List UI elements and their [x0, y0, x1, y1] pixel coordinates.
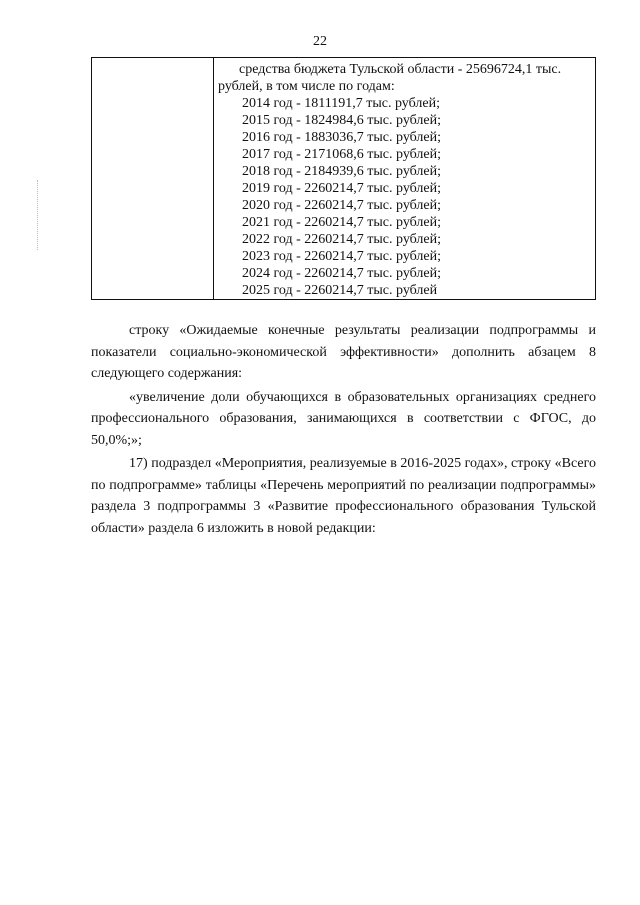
- budget-year-line: 2018 год - 2184939,6 тыс. рублей;: [242, 164, 442, 179]
- scan-margin-artifact: [37, 180, 39, 250]
- budget-year-line: 2021 год - 2260214,7 тыс. рублей;: [242, 215, 442, 230]
- budget-table-content-cell: [214, 58, 596, 300]
- page-number: 22: [313, 34, 327, 49]
- budget-year-line: 2022 год - 2260214,7 тыс. рублей;: [242, 232, 442, 247]
- document-body: [91, 320, 596, 539]
- budget-year-line: 2014 год - 1811191,7 тыс. рублей;: [242, 96, 440, 111]
- budget-year-line: 2019 год - 2260214,7 тыс. рублей;: [242, 181, 442, 196]
- budget-year-line: 2023 год - 2260214,7 тыс. рублей;: [242, 249, 442, 264]
- budget-year-line: 2020 год - 2260214,7 тыс. рублей;: [242, 198, 442, 213]
- budget-table: [91, 57, 596, 300]
- paragraph-item-17: 17) подраздел «Мероприятия, реализуемые в 2016-2025 годах», строку «Всего по подпрограмме» таблицы «Перечень мероприятий по реализации подпрограммы» раздела 3 подпрограммы 3 «Развитие профессионального образования Тульской области» раздела 6 изложить в новой редакции:: [91, 456, 596, 536]
- budget-year-line: 2015 год - 1824984,6 тыс. рублей;: [242, 113, 442, 128]
- budget-year-line: 2016 год - 1883036,7 тыс. рублей;: [242, 130, 442, 145]
- budget-year-line: 2024 год - 2260214,7 тыс. рублей;: [242, 266, 442, 281]
- paragraph-results-row: строку «Ожидаемые конечные результаты реализации подпрограммы и показатели социально-экономической эффективности» дополнить абзацем 8 следующего содержания:: [91, 323, 596, 381]
- budget-intro: средства бюджета Тульской области - 25696724,1 тыс. рублей, в том числе по годам:: [218, 62, 562, 94]
- paragraph-quote: «увеличение доли обучающихся в образовательных организациях среднего профессионального образования, занимающихся в соответствии с ФГОС, до 50,0%;»;: [91, 389, 596, 448]
- budget-table-empty-cell: [92, 58, 214, 300]
- budget-year-line: 2017 год - 2171068,6 тыс. рублей;: [242, 147, 442, 162]
- budget-year-line: 2025 год - 2260214,7 тыс. рублей: [242, 283, 438, 298]
